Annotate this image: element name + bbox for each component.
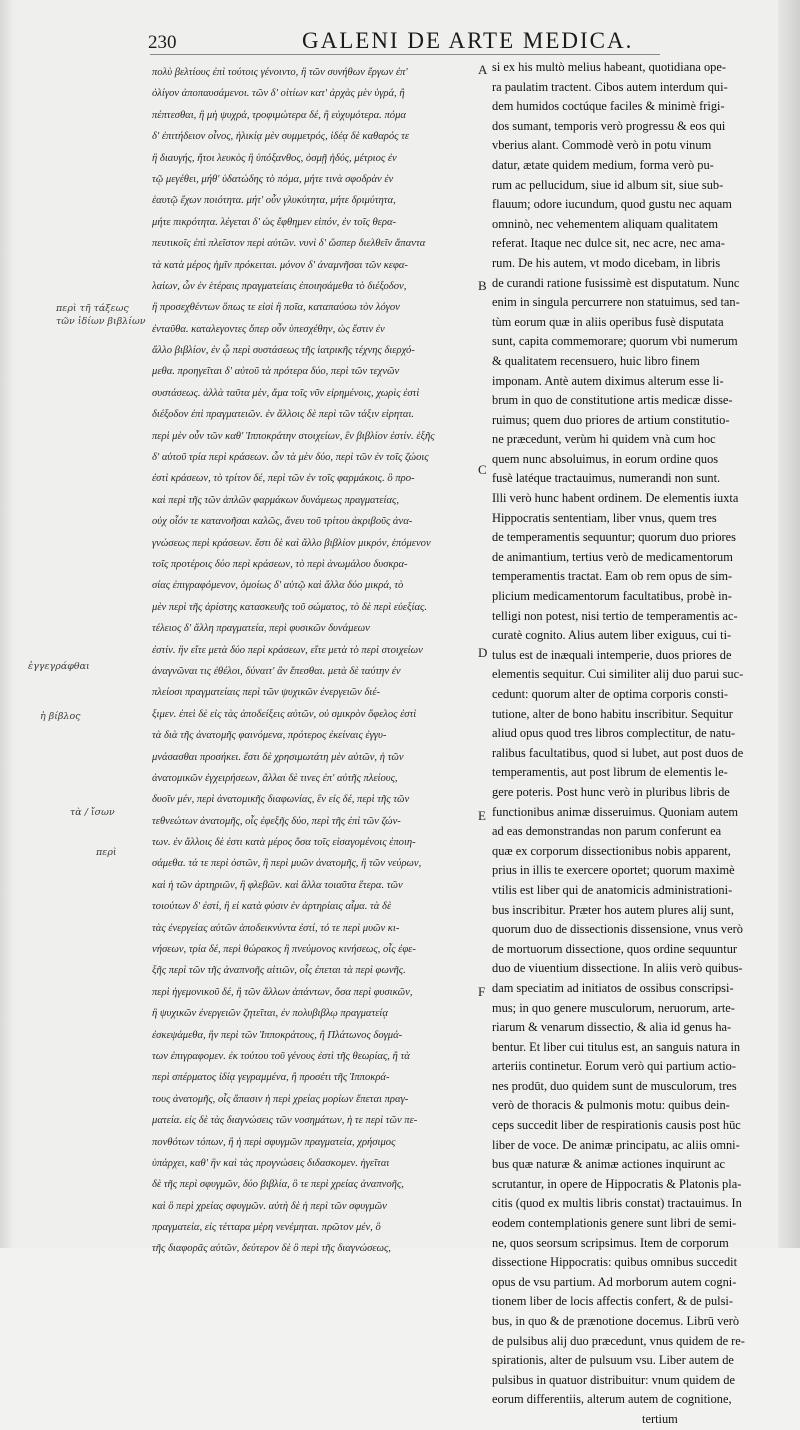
greek-text-line: τεθνεώτων ἀνατομῆς, οἷς ἐφεξῆς δύο, περὶ τῆς ἐπὶ τῶν ζών- [152, 815, 401, 827]
latin-text-line: quæ ex corporum dissectionibus nobis apparent, [492, 843, 731, 858]
latin-text-line: gere poteris. Post hunc verò in pluribus libris de [492, 784, 730, 799]
latin-text-line: ralibus facultatibus, quod si lubet, aut post duos de [492, 745, 744, 760]
greek-text-line: καὶ περὶ τῆς τῶν ἁπλῶν φαρμάκων δυνάμεως πραγματείας, [152, 494, 399, 506]
latin-text-line: temperamentis, aut post librum de elementis le- [492, 765, 728, 780]
greek-text-line: μεθα. προηγεῖται δ' αὐτοῦ τὰ πρότερα δύο, περὶ τῶν τεχνῶν [152, 366, 400, 378]
greek-text-line: τὰ διὰ τῆς ἀνατομῆς φαινόμενα, πρότερος ἐκείναις ἐγγυ- [152, 730, 387, 742]
greek-text-line: δ' αὐτοῦ τρία περὶ κράσεων. ὧν τὰ μὲν δύο, περὶ τῶν ἐν τοῖς ζώοις [152, 452, 429, 464]
latin-text-line: prius in illis te exercere oportet; quorum maximè [492, 863, 735, 878]
latin-text-line: flauum; odore iucundum, quod gustu nec aquam [492, 197, 732, 212]
margin-note-inscribed: ἐγγεγράφθαι [28, 661, 90, 672]
latin-text-line: quem nunc absoluimus, in eorum ordine quos [492, 451, 719, 466]
greek-text-line: ἐστίν. ἣν εἴτε μετὰ δύο περὶ κράσεων, εἴτε μετὰ τὸ περὶ στοιχείων [152, 644, 423, 656]
greek-column [152, 62, 474, 1260]
greek-text-line: ἢ διαυγής, ἤτοι λευκὸς ἢ ὑπόξανθος, ὀσμῇ ἡδύς, μέτριος ἐν [152, 152, 397, 164]
latin-text-line: sunt, capita commemorare; quorum vbi numerum [492, 334, 738, 349]
greek-text-line: ἄλλο βιβλίον, ἐν ᾧ περὶ συστάσεως τῆς ἰατρικῆς τέχνης διερχό- [152, 345, 415, 357]
latin-text-line: opus de vsu partium. Ad morborum autem cogni- [492, 1274, 737, 1289]
greek-text-line: τὰς ἐνεργείας αὐτῶν ἀποδεικνύντα ἐστί, τό τε περὶ μυῶν κι- [152, 922, 400, 934]
latin-text-line: tulus est de inæquali intemperie, duos priores de [492, 647, 732, 662]
latin-text-line: omninò, nec vehementem aliquam qualitatem [492, 216, 719, 231]
latin-text-line: Hippocratis sententiam, liber vnus, quem tres [492, 510, 717, 525]
greek-text-line: ὑπάρχει, καθ' ἣν καὶ τὰς προγνώσεις διδασκομεν. ἡγεῖται [152, 1157, 390, 1169]
greek-text-line: λαίων, ὧν ἐν ἑτέραις πραγματείαις ἐποιησάμεθα τὸ διέξοδον, [152, 280, 407, 292]
greek-text-line: περὶ σπέρματος ἰδίᾳ γεγραμμένα, ἢ προσέτι τῆς Ἱπποκρά- [152, 1072, 390, 1084]
greek-text-line: ἀνατομικῶν ἐγχειρήσεων, ἄλλαι δὲ τινες ἐπ' αὐτῆς πλείους, [152, 772, 398, 784]
latin-text-line: eorum differentiis, alterum autem de cognitione, [492, 1392, 732, 1407]
latin-text-line: plicium medicamentorum facultatibus, probè in- [492, 589, 732, 604]
greek-text-line: πραγματεία, εἰς τέτταρα μέρη νενέμηται. πρῶτον μέν, ὃ [152, 1222, 381, 1234]
latin-text-line: ad eas demonstrandas non parum conferunt ea [492, 824, 722, 839]
latin-text-line: riarum & venarum dissectio, & alia id genus ha- [492, 1020, 732, 1035]
greek-text-line: μήτε πικρότητα. λέγεται δ' ὡς ἔφθημεν εἰπόν, ἐν τοῖς θερα- [152, 216, 397, 228]
latin-text-line: ruimus; quem duo priores de artium constitutio- [492, 412, 730, 427]
margin-note-book: ἡ βίβλος [40, 711, 81, 722]
latin-text-line: liber de voce. De animæ principatu, ac aliis omni- [492, 1137, 740, 1152]
greek-text-line: νήσεων, τρία δέ, περὶ θώρακος ἢ πνεύμονος κινήσεως, οἷς ἐφε- [152, 944, 416, 956]
latin-text-line: de temperamentis sequuntur; quorum duo priores [492, 530, 736, 545]
latin-text-line: rum. De his autem, vt modo dicebam, in libris [492, 255, 721, 270]
latin-text-line: bentur. Et liber cui titulus est, an sanguis natura in [492, 1039, 741, 1054]
greek-text-line: πέπτεσθαι, ἢ μὴ ψυχρά, τροφιμώτερα δέ, ἢ εὐχυμότερα. πόμα [152, 109, 406, 121]
section-letter-b: B [478, 278, 487, 293]
greek-text-line: ξῆς περὶ τῶν τῆς ἀναπνοῆς αἰτιῶν, οἷς ἐπεται τὰ περὶ φωνῆς. [152, 965, 406, 977]
greek-text-line: τους ἀνατομῆς, οἷς ἅπασιν ἡ περὶ χρείας μορίων ἕπεται πραγ- [152, 1093, 409, 1105]
greek-text-line: ξιμεν. ἐπεὶ δὲ εἰς τὰς ἀποδείξεις αὐτῶν, οὐ σμικρὸν ὄφελος ἐστὶ [152, 708, 417, 720]
latin-text-line: telligi non potest, nisi tertio de temperamentis ac- [492, 608, 738, 623]
latin-text-line: Illi verò hunc habent ordinem. De elementis iuxta [492, 491, 739, 506]
latin-text-line: spirationis, alter de pulsuum vsu. Liber autem de [492, 1353, 734, 1368]
greek-text-line: μὲν περὶ τῆς ἀρίστης κατασκευῆς τοῦ σώματος, τὸ δὲ περὶ εὐεξίας. [152, 601, 427, 613]
margin-note-order-of-books: περὶ τῆ τάξεως τῶν ἰδίων βιβλίων [56, 303, 146, 327]
greek-text-line: ἐσκεψάμεθα, ἣν περὶ τῶν Ἱπποκράτους, ἢ Πλάτωνος δογμά- [152, 1029, 403, 1041]
latin-text-line: brum in quo de constitutione artis medicæ disse- [492, 393, 733, 408]
page-header [0, 22, 800, 62]
latin-text-line: curatè cognito. Alius autem liber exiguus, cui ti- [492, 628, 732, 643]
greek-text-line: τέλειος δ' ἄλλη πραγματεία, περὶ φυσικῶν δυνάμεων [152, 623, 370, 635]
latin-text-line: enim in singula percurrere non statuimus, sed tan- [492, 295, 740, 310]
latin-text-line: tutione, alter de bono habitu inscribitur. Sequitur [492, 706, 733, 721]
latin-text-line: verò de thoracis & pulmonis motu: quibus dein- [492, 1098, 730, 1113]
latin-text-line: rum ac pellucidum, siue id album sit, siue sub- [492, 177, 724, 192]
page-edge-shadow [778, 0, 800, 1248]
latin-text-line: bus inscribitur. Præter hos autem plures alij sunt, [492, 902, 734, 917]
latin-column [492, 58, 774, 1430]
latin-text-line: arteriis continetur. Eorum verò qui partium actio- [492, 1059, 736, 1074]
greek-text-line: γνώσεως περὶ κράσεων. ἔστι δὲ καὶ ἄλλο βιβλίον μικρόν, ἑπόμενον [152, 537, 431, 549]
catchword: tertium [642, 1411, 678, 1426]
latin-text-line: ne præcedunt, verùm hi quidem vnà cum hoc [492, 432, 716, 447]
greek-text-line: ἑαυτῷ ἔχων ποιότητα. μήτ' οὖν γλυκύτητα, μήτε δριμύτητα, [152, 195, 396, 207]
latin-text-line: si ex his multò melius habeant, quotidiana ope- [492, 60, 727, 74]
latin-text-line: duo de viuentium dissectione. In aliis verò quibus- [492, 961, 743, 976]
latin-text-line: temperamentis tractat. Eam ob rem opus de sim- [492, 569, 733, 584]
section-letter-e: E [478, 808, 486, 823]
greek-text-line: δὲ τῆς περὶ σφυγμῶν, δύο βιβλία, ὃ τε περὶ χρείας ἀναπνοῆς, [152, 1179, 404, 1191]
greek-text-line: δυοῖν μέν, περὶ ἀνατομικῆς διαφωνίας, ἓν εἰς δέ, περὶ τῆς τῶν [152, 794, 410, 806]
latin-text-line: ra paulatim tractent. Cibos autem interdum qui- [492, 79, 728, 94]
section-letter-d: D [478, 645, 488, 660]
header-rule [150, 54, 660, 55]
latin-text-line: vtilis est liber qui de anatomicis administrationi- [492, 882, 733, 897]
latin-text-line: ne, quos seorsum scripsimus. Item de corporum [492, 1235, 729, 1250]
greek-text-line: περὶ ἡγεμονικοῦ δέ, ἢ τῶν ἄλλων ἁπάντων, ὅσα περὶ φυσικῶν, [152, 986, 413, 998]
latin-text-line: de pulsibus alij duo præcedunt, vnus quidem de re- [492, 1333, 745, 1348]
latin-text-line: eodem contemplationis genere sunt libri de semi- [492, 1216, 737, 1231]
margin-note-equal: τὰ / ἴσων [70, 807, 115, 818]
greek-text-line: ἢ ψυχικῶν ἐνεργειῶν ζητεῖται, ἐν πολυβιβλῳ πραγματείᾳ [152, 1008, 388, 1020]
greek-text-line: τοῖς προτέροις δύο περὶ κράσεων, τὸ περὶ ἀνωμάλου δυσκρα- [152, 558, 408, 570]
greek-text-line: μνάσασθαι προσήκει. ἔστι δὲ χρησιμωτάτη μὲν αὐτῶν, ἡ τῶν [152, 751, 404, 763]
latin-text-line: vberius alant. Commodè verò in potu vinum [492, 138, 712, 153]
greek-text-line: καὶ ὃ περὶ χρείας σφυγμῶν. αὐτὴ δὲ ἡ περὶ τῶν σφυγμῶν [152, 1200, 387, 1212]
greek-text-line: τοιούτων δ' ἐστί, ἢ εἰ κατὰ φύσιν ἐν ἀρτηρίαις αἷμα. τὰ δὲ [152, 901, 392, 913]
latin-text-line: nes prodūt, duo quidem sunt de musculorum, tres [492, 1078, 737, 1093]
latin-text-line: aliud opus quod tres libros complectitur, de natu- [492, 726, 736, 741]
latin-text-line: datur, ætate quidem medium, forma verò pu- [492, 157, 714, 172]
latin-text-line: tùm eorum quæ in aliis operibus fusè disputata [492, 314, 724, 329]
greek-text-line: ἐνταῦθα. καταλεγοντες ὅπερ οὖν ὑπεσχέθην, ὡς ἔστιν ἐν [152, 323, 385, 335]
section-letter-c: C [478, 462, 487, 477]
greek-text-line: πολὺ βελτίους ἐπὶ τούτοις γένοιντο, ἢ τῶν συνήθων ἔργων ἐπ' [152, 67, 408, 78]
greek-text-line: πλείοσι πραγματείαις περὶ τῶν ψυχικῶν ἐνεργειῶν διέ- [152, 687, 381, 699]
section-letter-f: F [478, 984, 486, 999]
greek-text-line: καὶ ἡ τῶν ἀρτηριῶν, ἢ φλεβῶν. καὶ ἄλλα τοιαῦτα ἕτερα. τῶν [152, 879, 403, 891]
greek-text-line: δ' ἐπιτήδειον οἶνος, ἡλικίᾳ μὲν συμμετρός, ἰδέᾳ δὲ καθαρός τε [152, 131, 410, 143]
latin-text-line: ceps succedit liber de respirationis causis post hūc [492, 1118, 741, 1133]
latin-text-line: fusè latéque tractauimus, numerandi non sunt. [492, 471, 721, 486]
section-letter-a: A [478, 62, 488, 77]
greek-text-line: ὀλίγον ἀποπαυσάμενοι. τῶν δ' οἰτίων κατ' ἀρχὰς μὲν ὑγρά, ἢ [152, 88, 405, 100]
latin-text-line: pulsibus in quatuor distribuitur: vnum quidem de [492, 1372, 735, 1387]
greek-text-line: διέξοδον ἐπὶ πραγματειῶν. ἐν ἄλλοις δὲ περὶ τῶν τάξιν εἰρηται. [152, 409, 415, 421]
latin-text-line: tionem liber de locis affectis confert, & de pulsi- [492, 1294, 733, 1309]
latin-text-line: dos sumant, temporis verò progressu & eos qui [492, 118, 726, 133]
latin-text-line: dissectione Hippocratis: quibus omnibus succedit [492, 1255, 738, 1270]
greek-text-line: σίας ἐπιγραφόμενον, ὁμοίως δ' αὐτῷ καὶ ἄλλα δύο μικρά, τὸ [152, 580, 404, 592]
greek-text-line: ἀναγνῶναι τις ἐθέλοι, δύναιτ' ἂν ἕπεσθαι. μετὰ δὲ ταύτην ἐν [152, 665, 401, 677]
latin-text-line: cedunt: quorum alter de optima corporis consti- [492, 687, 729, 701]
greek-text-line: ἐστὶ κράσεων, τὸ τρίτον δέ, περὶ τῶν ἐν τοῖς φαρμάκοις. ὃ προ- [152, 473, 415, 485]
greek-text-line: περὶ μὲν οὖν τῶν καθ' Ἱπποκράτην στοιχείων, ἓν βιβλίον ἐστίν. ἑξῆς [152, 430, 435, 442]
latin-text-line: referat. Itaque nec dulce sit, nec acre, nec ama- [492, 236, 725, 251]
latin-text-line: dam speciatim ad initiatos de ossibus conscripsi- [492, 980, 734, 995]
margin-note-peri: περὶ [96, 847, 117, 858]
page-number: 230 [148, 32, 177, 53]
latin-text-line: bus quæ naturæ & animæ actiones inquirunt ac [492, 1157, 725, 1172]
greek-text-line: ἢ προσεχθέντων ὅπως τε εἰσὶ ἢ ποῖα, καταπαύσω τὸν λόγον [152, 302, 400, 314]
latin-text-line: scrutantur, in opere de Hippocratis & Platonis pla- [492, 1176, 742, 1191]
latin-text-line: dem humidos coctúque faciles & minimè frigi- [492, 99, 725, 114]
greek-text-line: τῷ μεγέθει, μήθ' ὑδατώδης τὸ πόμα, μήτε τινὰ σφοδρὰν ἐν [152, 173, 394, 185]
greek-text-line: τῆς διαφορᾶς αὐτῶν, δεύτερον δὲ ὃ περὶ τῆς διαγνώσεως, [152, 1243, 391, 1255]
latin-text-line: elementis sequitur. Cui similiter alij duo parui suc- [492, 667, 744, 682]
latin-text-line: de animantium, tertius verò de medicamentorum [492, 549, 733, 564]
latin-text-line: bus, in quo & de prænotione docemus. Librū verò [492, 1314, 740, 1328]
page-gutter-shadow [0, 0, 14, 1248]
greek-text-line: τὰ κατὰ μέρος ἡμῖν πρόκειται. μόνον δ' ἀναμνῆσαι τῶν κεφα- [152, 259, 408, 271]
greek-text-line: των ἐπιγραφομεν. ἐκ τούτου τοῦ γένους ἐστὶ τῆς θεωρίας, ἢ τὰ [152, 1050, 410, 1062]
latin-text-line: & qualitatem recensuero, huic libro finem [492, 353, 700, 368]
greek-text-line: συστάσεως. ἀλλὰ ταῦτα μὲν, ἅμα τοῖς νῦν εἰρημένοις, χωρὶς ἐστὶ [152, 387, 420, 399]
latin-text-line: de curandi ratione fusissimè est disputatum. Nunc [492, 275, 740, 290]
latin-text-line: citis (quod ex multis libris constat) tractauimus. In [492, 1196, 742, 1211]
greek-text-line: σάμεθα. τά τε περὶ ὀστῶν, ἢ περὶ μυῶν ἀνατομῆς, ἢ τῶν νεύρων, [152, 858, 422, 870]
latin-text-line: mus; in quo genere musculorum, neruorum, arte- [492, 1000, 735, 1015]
greek-text-line: πονθότων τόπων, ἢ ἡ περὶ σφυγμῶν πραγματεία, χρήσιμος [152, 1136, 396, 1148]
greek-text-line: των. ἐν ἄλλοις δὲ ἐστι κατὰ μέρος ὅσα τοῖς εἰσαγομένοις ἐποιη- [152, 837, 416, 849]
running-title: GALENI DE ARTE MEDICA. [302, 28, 634, 53]
latin-text-line: de mortuorum dissectione, quos ordine sequuntur [492, 941, 738, 956]
greek-text-line: πευτικοῖς ἐπὶ πλεῖστον περὶ αὐτῶν. νυνὶ δ' ὥσπερ διελθεῖν ἅπαντα [152, 238, 426, 250]
latin-text-line: imponam. Antè autem diximus alterum esse li- [492, 373, 724, 388]
greek-text-line: οὐχ οἷόν τε κατανοῆσαι καλῶς, ἄνευ τοῦ τρίτου ἀκριβοῦς ἀνα- [152, 516, 413, 528]
latin-text-line: functionibus animæ disseruimus. Quoniam autem [492, 804, 739, 819]
greek-text-line: ματεία. εἰς δὲ τὰς διαγνώσεις τῶν νοσημάτων, ἡ τε περὶ τῶν πε- [152, 1115, 418, 1127]
latin-text-line: quorum duo de dissectionis dissensione, vnus verò [492, 922, 743, 937]
